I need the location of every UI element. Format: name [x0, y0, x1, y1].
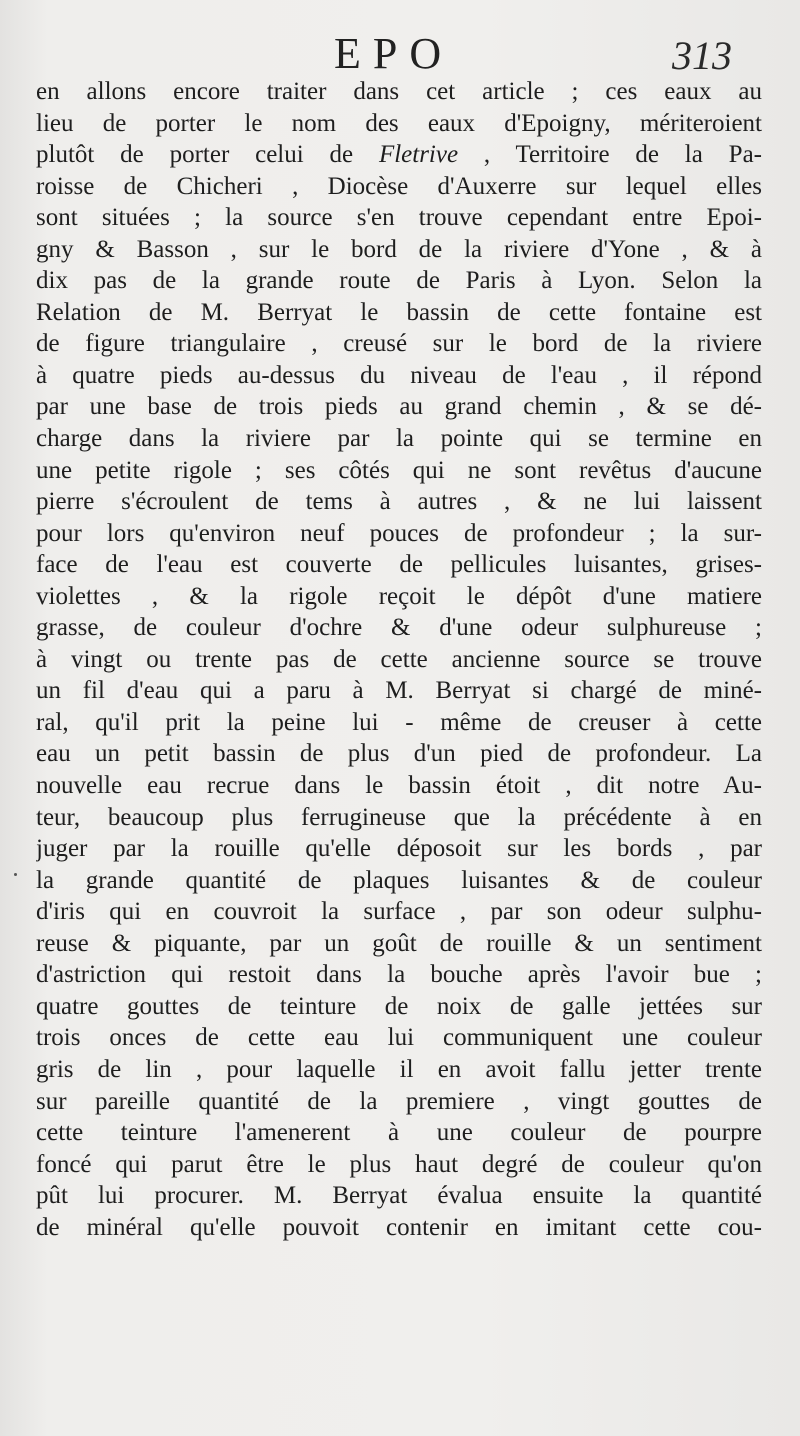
text-line: ral, qu'il prit la peine lui - même de creuser à cette [36, 708, 762, 736]
text-line: d'iris qui en couvroit la surface , par son odeur sulphu- [36, 898, 762, 926]
text-line: la grande quantité de plaques luisantes & de couleur [36, 866, 762, 894]
text-line: lieu de porter le nom des eaux d'Epoigny, mériteroient [36, 109, 762, 137]
text-line: gny & Basson , sur le bord de la riviere d'Yone , & à [36, 235, 762, 263]
emphasized-word: Fletrive [378, 141, 459, 169]
text-line: gris de lin , pour laquelle il en avoit fallu jetter trente [36, 1055, 762, 1083]
text-line: pour lors qu'environ neuf pouces de profondeur ; la sur- [36, 519, 762, 547]
text-line: eau un petit bassin de plus d'un pied de profondeur. La [36, 740, 762, 768]
text-line: charge dans la riviere par la pointe qui se termine en [36, 425, 762, 453]
text-line: à quatre pieds au-dessus du niveau de l'eau , il répond [36, 361, 762, 389]
text-line: dix pas de la grande route de Paris à Lyon. Selon la [36, 267, 762, 295]
text-line: Relation de M. Berryat le bassin de cette fontaine est [36, 298, 762, 326]
text-line: un fil d'eau qui a paru à M. Berryat si chargé de miné- [36, 677, 762, 705]
margin-mark [14, 873, 17, 876]
text-line: sur pareille quantité de la premiere , vingt gouttes de [36, 1087, 762, 1115]
text-line: grasse, de couleur d'ochre & d'une odeur sulphureuse ; [36, 614, 762, 642]
text-line: reuse & piquante, par un goût de rouille & un sentiment [36, 929, 762, 957]
text-line: trois onces de cette eau lui communiquent une couleur [36, 1024, 762, 1052]
body-text [36, 76, 762, 1243]
text-line: une petite rigole ; ses côtés qui ne sont revêtus d'aucune [36, 456, 762, 484]
text-line: de minéral qu'elle pouvoit contenir en imitant cette cou- [36, 1213, 762, 1241]
text-line: en allons encore traiter dans cet article ; ces eaux au [36, 78, 762, 105]
text-line: quatre gouttes de teinture de noix de galle jettées sur [36, 992, 762, 1020]
text-line: par une base de trois pieds au grand chemin , & se dé- [36, 393, 762, 421]
text-line: pût lui procurer. M. Berryat évalua ensuite la quantité [36, 1182, 762, 1210]
text-line: sont situées ; la source s'en trouve cependant entre Epoi- [36, 204, 762, 232]
text-line: pierre s'écroulent de tems à autres , & ne lui laissent [36, 488, 762, 516]
text-line: de figure triangulaire , creusé sur le bord de la riviere [36, 330, 762, 358]
page-number: 313 [672, 33, 732, 78]
text-line: foncé qui parut être le plus haut degré de couleur qu'on [36, 1150, 762, 1178]
text-line: face de l'eau est couverte de pellicules luisantes, grises- [36, 551, 762, 579]
text-line: plutôt de porter celui de Fletrive , Territoire de la Pa- [36, 141, 762, 169]
text-line: d'astriction qui restoit dans la bouche après l'avoir bue ; [36, 961, 762, 989]
running-title: EPO [334, 29, 454, 78]
text-line: nouvelle eau recrue dans le bassin étoit , dit notre Au- [36, 772, 762, 800]
text-line: à vingt ou trente pas de cette ancienne source se trouve [36, 645, 762, 673]
text-line: violettes , & la rigole reçoit le dépôt d'une matiere [36, 582, 762, 610]
text-line: juger par la rouille qu'elle déposoit sur les bords , par [36, 835, 762, 863]
text-line: roisse de Chicheri , Diocèse d'Auxerre sur lequel elles [36, 172, 762, 200]
text-line: teur, beaucoup plus ferrugineuse que la précédente à en [36, 803, 762, 831]
text-line: cette teinture l'amenerent à une couleur de pourpre [36, 1119, 762, 1147]
